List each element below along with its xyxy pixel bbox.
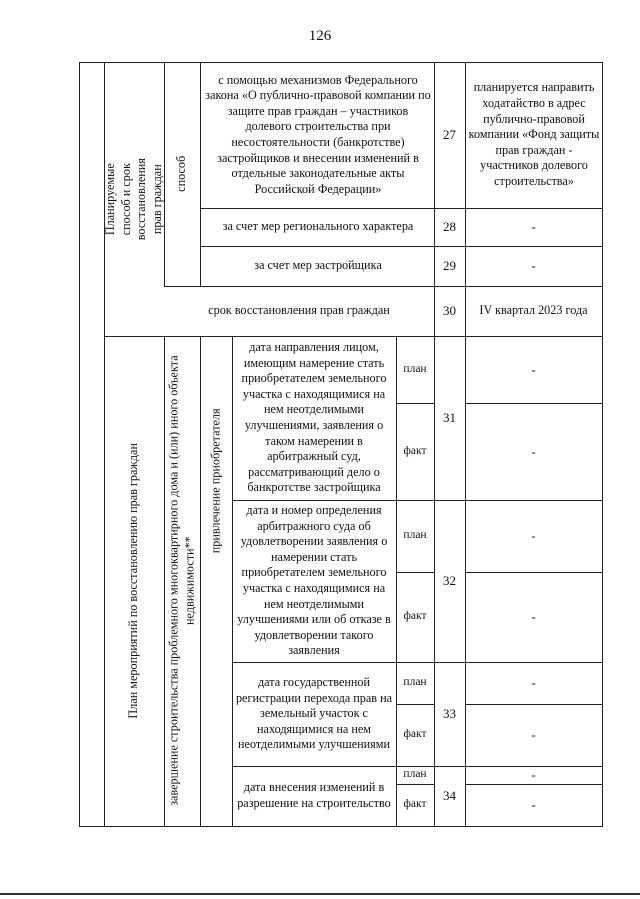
section-heading-restoration: Планируемые способ и срок восстановления прав граждан [102,157,164,241]
plan-value: - [531,528,536,544]
row-number: 29 [443,258,456,274]
fact-label: факт [403,728,427,741]
fact-label: факт [403,444,427,457]
event-text: дата направления лицом, имеющим намерение стать приобретателем земельного участка с находящимися на нем неотделимыми улучшениями, заявления о таком намерении в арбитражный суд, рассматривающий дело о банкротстве застройщика [241,340,387,495]
event-text: дата внесения изменений в разрешение на строительство [237,780,391,810]
acquirer-group-label: привлечение приобретателя [208,408,223,554]
row-number: 32 [443,573,456,589]
page-number: 126 [308,28,332,44]
section-heading-plan: План мероприятий по восстановлению прав граждан [126,443,141,719]
event-text: дата и номер определения арбитражного суда об удовлетворении заявления о намерении стать приобретателем земельного участка с находящимися на нем неотделимыми улучшениями или об отказе в удовлетворении такого заявления [237,503,391,658]
plan-value: - [531,767,536,783]
row-number: 27 [443,127,456,143]
method-label: способ [174,155,189,193]
page-bottom-edge [0,893,640,895]
fact-value: - [531,727,536,743]
row-value: планируется направить ходатайство в адрес публично-правовой компании «Фонд защиты прав граждан - участников долевого строительства» [468,80,600,188]
plan-label: план [403,676,427,689]
method-row-text: с помощью механизмов Федерального закона «О публично-правовой компании по защите прав граждан – участников долевого строительства при несостоятельности (банкротстве) застройщиков и внесении изменений в отдельные законодательные акты Российской Федерации» [205,72,431,196]
plan-label: план [403,362,427,375]
event-text: дата государственной регистрации перехода прав на земельный участок с находящимися на нем неотделимыми улучшениями [235,675,393,752]
plan-value: - [531,675,536,691]
term-row-text: срок восстановления прав граждан [208,303,390,318]
row-number: 33 [443,706,456,722]
method-row-text: за счет мер застройщика [254,258,382,273]
row-number: 31 [443,410,456,426]
fact-label: факт [403,798,427,811]
completion-heading: завершение строительства проблемного многоквартирного дома и (или) иного объекта недвижимости** [166,355,197,807]
plan-label: план [403,768,427,781]
row-value: - [531,258,536,274]
row-number: 28 [443,219,456,235]
fact-value: - [531,797,536,813]
term-value: IV квартал 2023 года [479,303,588,318]
plan-value: - [531,361,536,377]
fact-value: - [531,443,536,459]
row-value: - [531,219,536,235]
fact-value: - [531,609,536,625]
plan-label: план [403,529,427,542]
method-row-text: за счет мер регионального характера [222,219,414,234]
row-number: 34 [443,788,456,804]
row-number: 30 [443,303,456,319]
fact-label: факт [403,610,427,623]
